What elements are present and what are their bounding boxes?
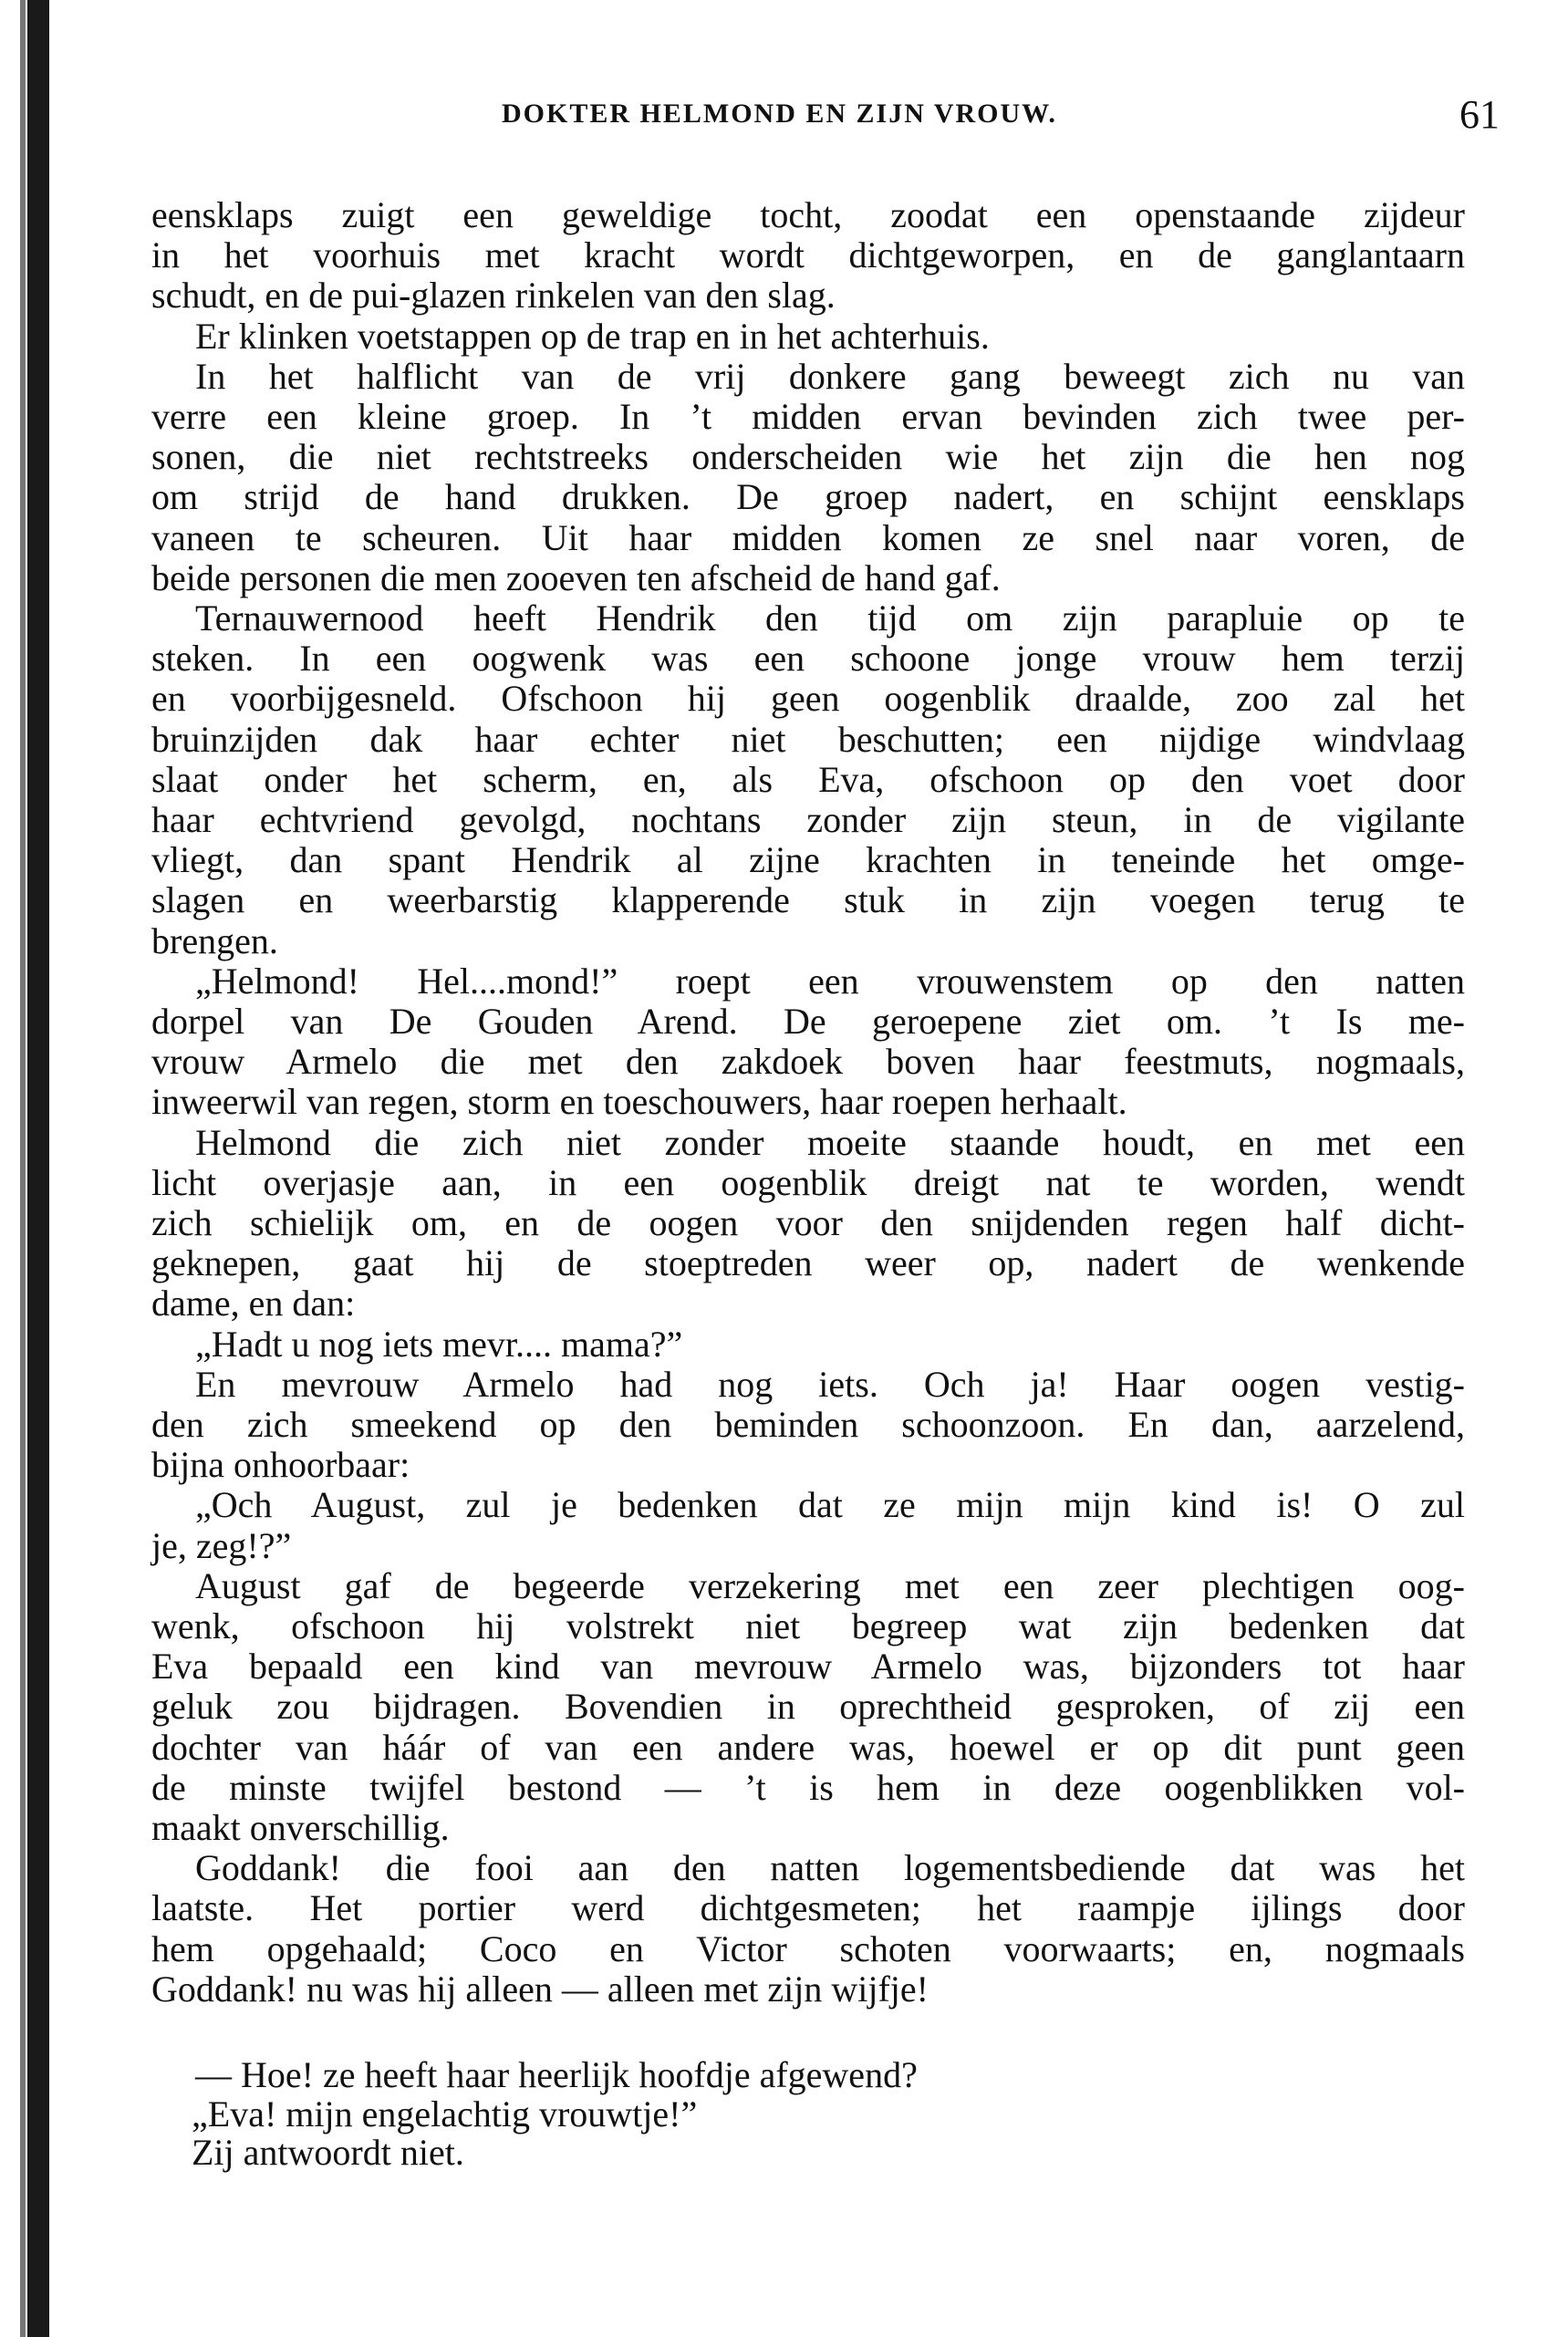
text-line: Er klinken voetstappen op de trap en in het achterhuis. — [195, 315, 990, 357]
text-line: je, zeg!?” — [151, 1524, 292, 1566]
text-line: haar echtvriend gevolgd, nochtans zonder zijn steun, in de vigilante — [151, 800, 1465, 840]
page-number: 61 — [1459, 92, 1500, 137]
text-line: Helmond die zich niet zonder moeite staande houdt, en met een — [195, 1122, 1465, 1163]
text-line: dame, en dan: — [151, 1283, 356, 1324]
text-line: vliegt, dan spant Hendrik al zijne krachten in teneinde het omge- — [151, 840, 1465, 881]
text-line: de minste twijfel bestond — ’t is hem in deze oogenblikken vol- — [151, 1767, 1465, 1808]
text-line: beide personen die men zooeven ten afscheid de hand gaf. — [151, 556, 1001, 598]
text-line: Eva bepaald een kind van mevrouw Armelo was, bijzonders tot haar — [151, 1646, 1465, 1688]
text-line: slaat onder het scherm, en, als Eva, ofschoon op den voet door — [151, 759, 1465, 800]
text-line: in het voorhuis met kracht wordt dichtgeworpen, en de ganglantaarn — [151, 235, 1465, 276]
text-line: slagen en weerbarstig klapperende stuk in zijn voegen terug te — [151, 880, 1465, 921]
text-line: „Helmond! Hel....mond!” roept een vrouwenstem op den natten — [195, 961, 1465, 1002]
page-binding-shadow — [20, 0, 26, 2337]
text-line: brengen. — [151, 919, 278, 961]
text-line: maakt onverschillig. — [151, 1807, 450, 1848]
text-line: hem opgehaald; Coco en Victor schoten voorwaarts; en, nogmaals — [151, 1928, 1465, 1969]
text-line: geluk zou bijdragen. Bovendien in oprechtheid gesproken, of zij een — [151, 1687, 1465, 1728]
text-line: dochter van háár of van een andere was, hoewel er op dit punt geen — [151, 1727, 1465, 1768]
text-line: den zich smeekend op den beminden schoonzoon. En dan, aarzelend, — [151, 1405, 1465, 1445]
text-line: En mevrouw Armelo had nog iets. Och ja! Haar oogen vestig- — [195, 1364, 1465, 1405]
text-line: schudt, en de pui-glazen rinkelen van den slag. — [151, 275, 836, 317]
text-line: en voorbijgesneld. Ofschoon hij geen oogenblik draalde, zoo zal het — [151, 679, 1465, 720]
text-line: laatste. Het portier werd dichtgesmeten; het raampje ijlings door — [151, 1888, 1465, 1929]
text-line: bruinzijden dak haar echter niet beschutten; een nijdige windvlaag — [151, 719, 1465, 760]
text-line: Ternauwernood heeft Hendrik den tijd om zijn parapluie op te — [195, 598, 1465, 639]
text-line: verre een kleine groep. In ’t midden ervan bevinden zich twee per- — [151, 397, 1465, 437]
text-line: zich schielijk om, en de oogen voor den snijdenden regen half dicht- — [151, 1203, 1465, 1243]
text-line: „Och August, zul je bedenken dat ze mijn mijn kind is! O zul — [195, 1485, 1465, 1526]
text-line: vrouw Armelo die met den zakdoek boven haar feestmuts, nogmaals, — [151, 1042, 1465, 1083]
text-line: August gaf de begeerde verzekering met een zeer plechtigen oog- — [195, 1565, 1465, 1606]
text-line: eensklaps zuigt een geweldige tocht, zoodat een openstaande zijdeur — [151, 195, 1465, 235]
running-title: DOKTER HELMOND EN ZIJN VROUW. — [502, 99, 1057, 129]
text-line: „Hadt u nog iets mevr.... mama?” — [195, 1323, 683, 1365]
closing-line: „Eva! mijn engelachtig vrouwtje!” — [192, 2093, 698, 2134]
text-line: licht overjasje aan, in een oogenblik dreigt nat te worden, wendt — [151, 1162, 1465, 1203]
text-line: inweerwil van regen, storm en toeschouwers, haar roepen herhaalt. — [151, 1081, 1127, 1123]
closing-line: — Hoe! ze heeft haar heerlijk hoofdje afgewend? — [195, 2054, 918, 2095]
text-line: bijna onhoorbaar: — [151, 1444, 410, 1486]
text-line: om strijd de hand drukken. De groep nadert, en schijnt eensklaps — [151, 477, 1465, 518]
text-line: wenk, ofschoon hij volstrekt niet begreep wat zijn bedenken dat — [151, 1606, 1465, 1646]
text-line: sonen, die niet rechtstreeks onderscheiden wie het zijn die hen nog — [151, 437, 1465, 478]
text-line: In het halflicht van de vrij donkere gang beweegt zich nu van — [195, 356, 1465, 397]
text-line: Goddank! nu was hij alleen — alleen met zijn wijfje! — [151, 1968, 929, 2010]
text-line: vaneen te scheuren. Uit haar midden komen ze snel naar voren, de — [151, 517, 1465, 558]
text-line: dorpel van De Gouden Arend. De geroepene ziet om. ’t Is me- — [151, 1002, 1465, 1042]
page-binding-edge — [27, 0, 49, 2337]
text-line: Goddank! die fooi aan den natten logementsbediende dat was het — [195, 1848, 1465, 1889]
closing-line: Zij antwoordt niet. — [192, 2132, 464, 2173]
text-line: steken. In een oogwenk was een schoone jonge vrouw hem terzij — [151, 639, 1465, 680]
text-line: geknepen, gaat hij de stoeptreden weer op, nadert de wenkende — [151, 1243, 1465, 1284]
